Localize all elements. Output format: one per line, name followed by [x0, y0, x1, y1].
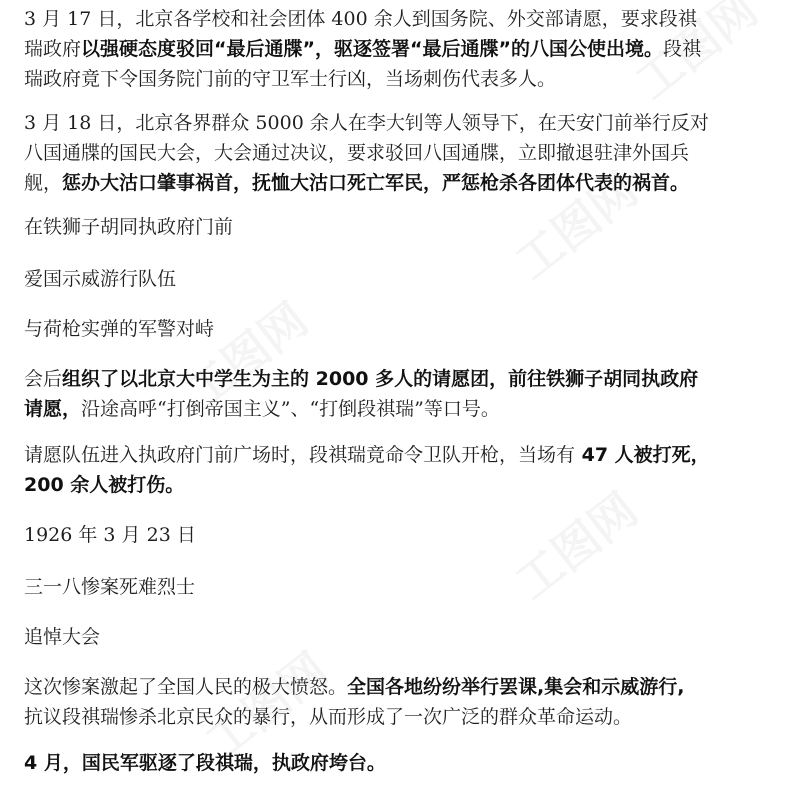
paragraph: 三一八惨案死难烈士 [24, 576, 196, 598]
paragraph: 在铁狮子胡同执政府门前 [24, 216, 234, 238]
text: 瑞政府竟下令国务院门前的守卫军士行凶，当场刺伤代表多人。 [24, 68, 557, 90]
bold-text: 惩办大沽口肇事祸首，抚恤大沽口死亡军民，严惩枪杀各团体代表的祸首。 [62, 172, 690, 194]
text: 会后 [24, 368, 63, 390]
text: 抗议段祺瑞惨杀北京民众的暴行，从而形成了一次广泛的群众革命运动。 [24, 706, 633, 728]
text: 瑞政府 [24, 38, 82, 60]
paragraph-line [24, 110, 784, 136]
paragraph-line [24, 170, 784, 196]
paragraph-line [24, 396, 784, 422]
text: 沿途高呼“打倒帝国主义”、“打倒段祺瑞”等口号。 [81, 398, 500, 420]
bold-text: 47 人被打死， [575, 444, 710, 466]
paragraph: 爱国示威游行队伍 [24, 268, 177, 290]
bold-text: 组织了以北京大中学生为主的 2000 多人的请愿团，前往铁狮子胡同执政府 [62, 368, 699, 390]
paragraph-line [24, 6, 784, 32]
bold-text: 以强硬态度驳回“最后通牒”，驱逐签署“最后通牒”的八国公使出境。 [81, 38, 663, 60]
bold-text: 请愿， [24, 398, 82, 420]
text: 3 月 18 日，北京各界群众 5000 余人在李大钊等人领导下，在天安门前举行反对 [24, 112, 709, 134]
paragraph-line [24, 704, 784, 730]
bold-text: 200 余人被打伤。 [24, 474, 185, 496]
paragraph-line [24, 472, 784, 498]
text: 舰， [24, 172, 63, 194]
paragraph-line [24, 140, 784, 166]
text: 请愿队伍进入执政府门前广场时，段祺瑞竟命令卫队开枪，当场有 [24, 444, 576, 466]
paragraph: 与荷枪实弹的军警对峙 [24, 318, 215, 340]
paragraph-line [24, 674, 784, 700]
paragraph: 追悼大会 [24, 626, 101, 648]
paragraph-line [24, 66, 784, 92]
bold-text: 全国各地纷纷举行罢课,集会和示威游行, [347, 676, 685, 698]
paragraph-line [24, 36, 784, 62]
text: 这次惨案激起了全国人民的极大愤怒。 [24, 676, 348, 698]
paragraph-line [24, 366, 784, 392]
text: 3 月 17 日，北京各学校和社会团体 400 余人到国务院、外交部请愿，要求段祺 [24, 8, 697, 30]
text: 八国通牒的国民大会，大会通过决议，要求驳回八国通牒，立即撤退驻津外国兵 [24, 142, 690, 164]
paragraph: 1926 年 3 月 23 日 [24, 524, 196, 546]
paragraph-line [24, 442, 784, 468]
text: 段祺 [662, 38, 701, 60]
paragraph-line [24, 750, 784, 776]
bold-text: 4 月，国民军驱逐了段祺瑞，执政府垮台。 [24, 752, 386, 774]
